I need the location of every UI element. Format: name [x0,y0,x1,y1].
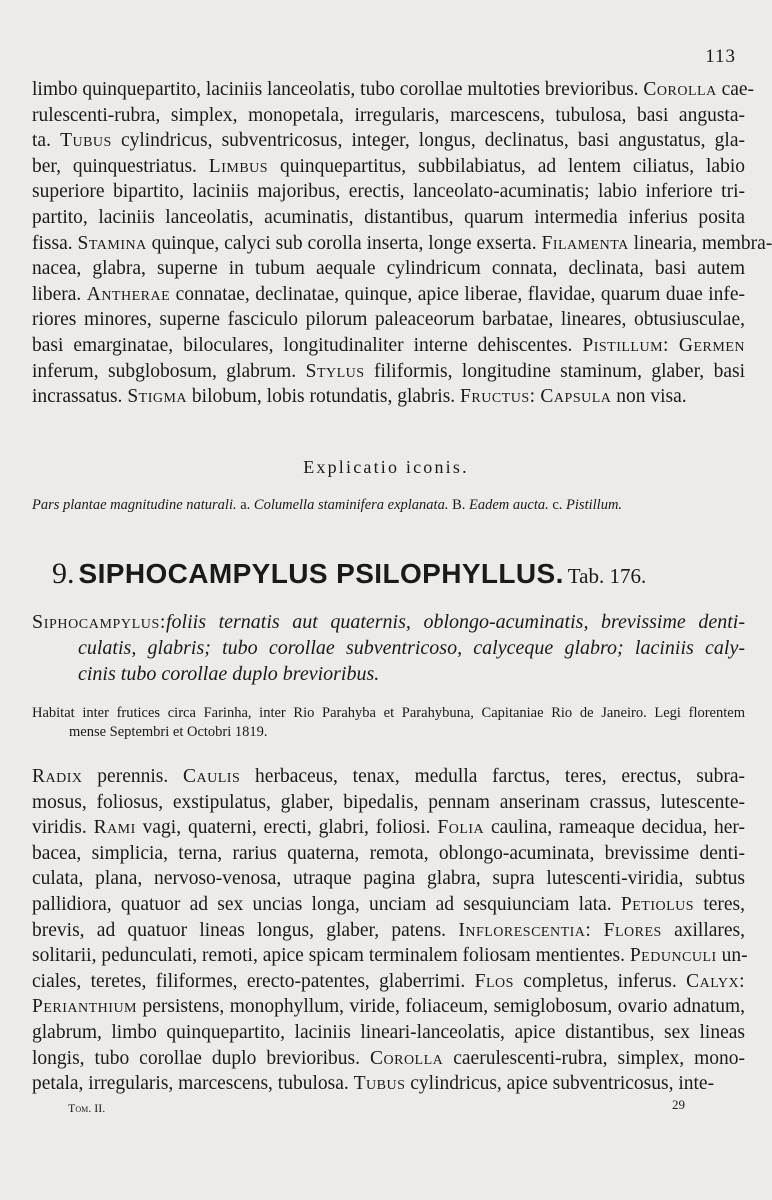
small-caps-term: Rami [93,817,136,839]
small-caps-term: Stylus [305,360,365,382]
text-line: culata, plana, nervoso-venosa, utraque pagina glabra, supra lutescenti-viridia, subtus [32,868,745,890]
text-line: glabrum, limbo quinquepartito, laciniis lineari-lanceolatis, apice distantibus, sex lineas [32,1021,745,1043]
small-caps-term: Inflorescentia: [458,919,592,941]
caption-figure-letter: c. [552,497,563,513]
caption-text: Pars plantae magnitudine naturali. [32,497,241,513]
small-caps-term: Perianthium [32,996,138,1018]
small-caps-term: Flores [603,919,662,941]
small-caps-term: Stigma [127,386,188,408]
plate-reference: Tab. 176. [567,564,647,588]
caption-text: Eadem aucta. [465,497,553,513]
genus-name: Siphocampylus: [32,611,166,633]
small-caps-term: Pedunculi [629,945,717,967]
caption-title: Explicatio iconis. [303,457,469,477]
text-line: inferum, subglobosum, glabrum. Stylus filiformis, longitudine staminum, glaber, basi [32,360,745,382]
text-line: rulescenti-rubra, simplex, monopetala, irregularis, marcescens, tubulosa, basi angusta- [32,104,745,126]
text-line: mosus, foliosus, exstipulatus, glaber, bipedalis, pennam anserinam crassus, lutescente- [32,791,745,813]
text-line: partito, laciniis lanceolatis, acuminatis, distantibus, quarum intermedia inferius posita [32,206,745,228]
diagnosis-line: culatis, glabris; tubo corollae subventricoso, calyceque glabro; laciniis caly- [78,637,745,659]
text-line: brevis, ad quatuor lineas longus, glaber, patens. Inflorescentia: Flores axillares, [32,919,746,941]
figure-caption [32,497,745,514]
diagnosis-line: cinis tubo corollae duplo brevioribus. [78,663,380,685]
text-line: ber, quinquestriatus. Limbus quinquepartitus, subbilabiatus, ad lentem ciliatus, labio [32,155,745,177]
text-line: ta. Tubus cylindricus, subventricosus, integer, longus, declinatus, basi angustatus, gla- [32,130,745,152]
text-line: nacea, glabra, superne in tubum aequale cylindricum connata, declinata, basi autem [32,258,745,280]
volume-mark: Tom. II. [68,1101,106,1115]
text-line: bacea, simplicia, terna, rarius quaterna, remota, oblongo-acuminata, brevissime denti- [32,842,745,864]
species-name: SIPHOCAMPYLUS PSILOPHYLLUS. [78,558,564,589]
habitat-line: Habitat inter frutices circa Farinha, inter Rio Parahyba et Parahybuna, Capitaniae Rio de Janeiro. Legi florentem [32,705,745,721]
text-line: superiore bipartito, laciniis majoribus, erectis, lanceolato-acuminatis; labio inferiore tri- [32,181,745,203]
small-caps-term: Radix [32,766,83,787]
small-caps-term: Fructus: [460,386,536,408]
text-line: fissa. Stamina quinque, calyci sub corolla inserta, longe exserta. Filamenta linearia, membra- [32,232,772,254]
text-line: riores minores, superne fasciculo pilorum paleaceorum barbatae, lineares, obtusiusculae, [32,309,745,331]
small-caps-term: Calyx: [686,970,745,992]
species-number: 9. [52,557,75,590]
text-line: viridis. Rami vagi, quaterni, erecti, glabri, foliosi. Folia caulina, rameaque decidua, her- [32,817,746,839]
small-caps-term: Filamenta [541,232,629,254]
small-caps-term: Stamina [77,232,147,254]
text-line: ciales, teretes, filiformes, erecto-patentes, glaberrimi. Flos completus, inferus. Calyx: [32,970,745,992]
text-line: solitarii, pedunculati, remoti, apice spicam terminalem foliosam mentientes. Pedunculi un- [32,945,748,967]
caption-text: Pistillum. [562,497,623,513]
habitat-note [32,704,745,742]
small-caps-term: Flos [474,970,514,992]
text-line: Perianthium persistens, monophyllum, viride, foliaceum, semiglobosum, ovario adnatum, [32,996,745,1018]
text-line: petala, irregularis, marcescens, tubulosa. Tubus cylindricus, apice subventricosus, inte- [32,1073,715,1095]
text-line: limbo quinquepartito, laciniis lanceolatis, tubo corollae multoties brevioribus. Corolla cae- [32,79,755,100]
small-caps-term: Germen [678,334,745,356]
description-paragraph-2 [32,764,748,1097]
small-caps-term: Folia [437,817,485,839]
description-paragraph-1 [32,77,772,410]
small-caps-term: Antherae [86,283,171,305]
caption-figure-letter: a. [240,497,251,513]
text-line: longis, tubo corollae duplo brevioribus. Corolla caerulescenti-rubra, simplex, mono- [32,1047,745,1069]
small-caps-term: Tubus [60,130,112,152]
text-line: libera. Antherae connatae, declinatae, quinque, apice liberae, flavidae, quarum duae infe- [32,283,746,305]
page-number: 113 [705,46,736,67]
signature-mark: 29 [672,1097,685,1112]
diagnosis-line: Siphocampylus:foliis ternatis aut quaternis, oblongo-acuminatis, brevissime denti- [32,611,745,633]
text-line: pallidiora, quatuor ad sex uncias longa, unciam ad sesquiunciam lata. Petiolus teres, [32,893,745,915]
species-diagnosis [32,609,745,687]
small-caps-term: Pistillum: [582,334,669,356]
small-caps-term: Petiolus [620,893,695,915]
species-heading [52,557,752,591]
text-line: basi emarginatae, biloculares, longitudinaliter interne dehiscentes. Pistillum: Germen [32,334,745,356]
caption-text: Columella staminifera explanata. [250,497,453,513]
text-line: Radix perennis. Caulis herbaceus, tenax, medulla farctus, teres, erectus, subra- [32,766,745,787]
small-caps-term: Capsula [540,386,612,408]
small-caps-term: Limbus [208,155,269,177]
text-line: incrassatus. Stigma bilobum, lobis rotundatis, glabris. Fructus: Capsula non visa. [32,386,687,408]
caption-figure-letter: B. [452,497,466,513]
small-caps-term: Caulis [183,766,241,787]
small-caps-term: Tubus [353,1073,406,1095]
habitat-line: mense Septembri et Octobri 1819. [69,724,268,740]
small-caps-term: Corolla [643,79,717,100]
small-caps-term: Corolla [369,1047,444,1069]
